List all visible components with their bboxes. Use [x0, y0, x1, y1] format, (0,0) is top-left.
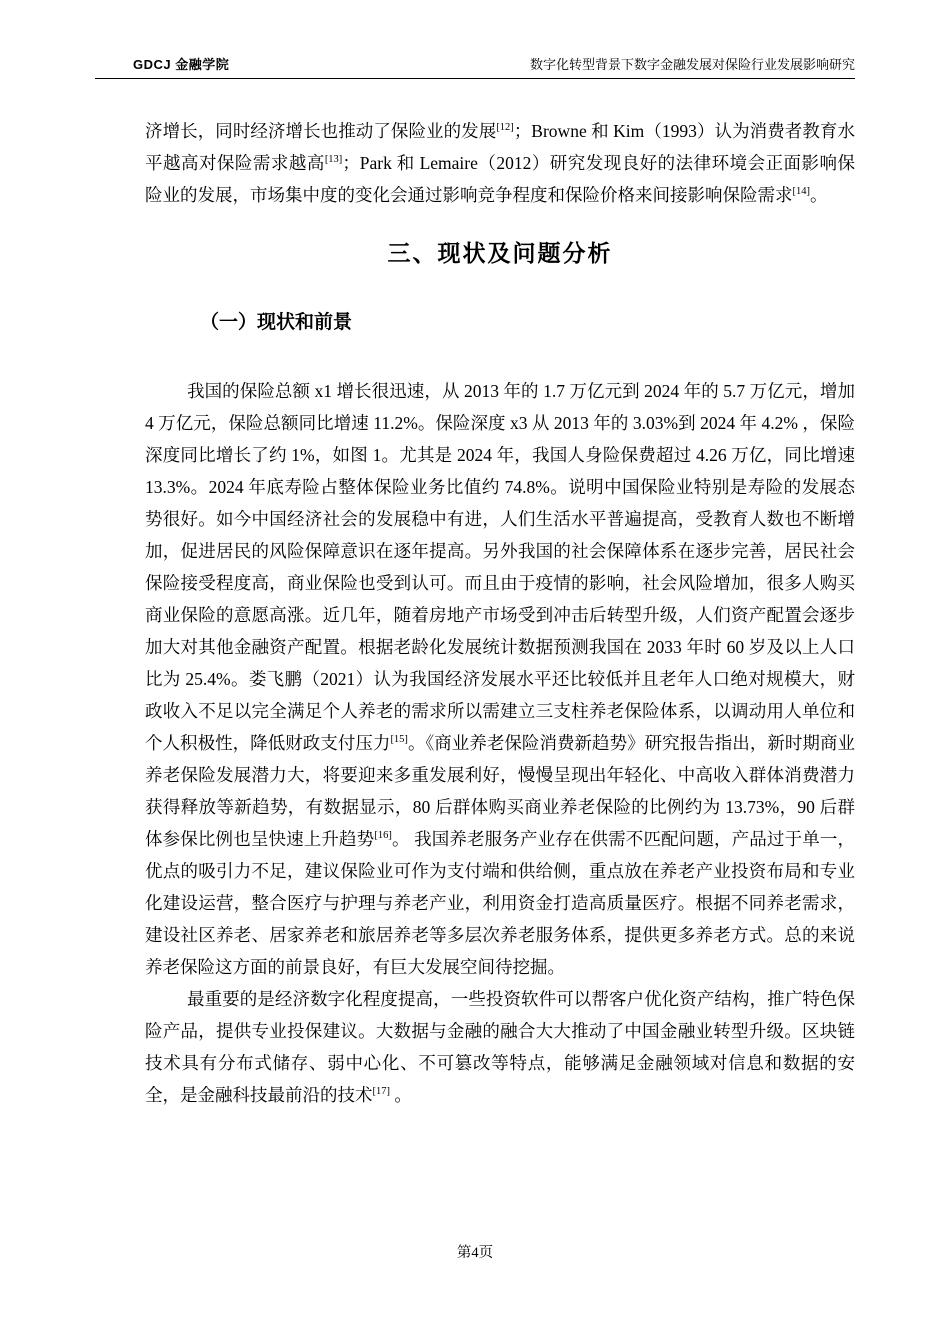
header-institution: GDCJ 金融学院	[133, 57, 230, 72]
citation-reference: [17]	[372, 1086, 390, 1098]
paragraph-insurance-status: 我国的保险总额 x1 增长很迅速，从 2013 年的 1.7 万亿元到 2024 年的 5.7 万亿元，增加 4 万亿元，保险总额同比增速 11.2%。保险深度 x3 从 2013 年的 3.03%到 2024 年 4.2% ，保险深度同比增长了约 1%，如图 1。尤其是 2024 年，我国人身险保费超过 4.26 万亿，同比增速 13.3%。2024 年底寿险占整体保险业务比值约 74.8%。说明中国保险业特别是寿险的发展态势很好。如今中国经济社会的发展稳中有进，人们生活水平普遍提高，受教育人数也不断增加，促进居民的风险保障意识在逐年提高。另外我国的社会保障体系在逐步完善，居民社会保险接受程度高，商业保险也受到认可。而且由于疫情的影响，社会风险增加，很多人购买商业保险的意愿高涨。近几年，随着房地产市场受到冲击后转型升级，人们资产配置会逐步加大对其他金融资产配置。根据老龄化发展统计数据预测我国在 2033 年时 60 岁及以上人口比为 25.4%。娄飞鹏（2021）认为我国经济发展水平还比较低并且老年人口绝对规模大，财政收入不足以完全满足个人养老的需求所以需建立三支柱养老保险体系，以调动用人单位和个人积极性，降低财政支付压力[15]。《商业养老保险消费新趋势》研究报告指出，新时期商业养老保险发展潜力大，将要迎来多重发展利好，慢慢呈现出年轻化、中高收入群体消费潜力获得释放等新趋势，有数据显示，80 后群体购买商业养老保险的比例约为 13.73%，90 后群体参保比例也呈快速上升趋势[16]。 我国养老服务产业存在供需不匹配问题，产品过于单一，优点的吸引力不足，建议保险业可作为支付端和供给侧，重点放在养老产业投资布局和专业化建设运营，整合医疗与护理与养老产业，利用资金打造高质量医疗。根据不同养老需求，建设社区养老、居家养老和旅居养老等多层次养老服务体系，提供更多养老方式。总的来说养老保险这方面的前景良好，有巨大发展空间待挖掘。	[145, 381, 855, 977]
page-header	[95, 56, 855, 79]
section-heading: 三、现状及问题分析	[387, 240, 613, 266]
paragraph-digital-economy: 最重要的是经济数字化程度提高，一些投资软件可以帮客户优化资产结构，推广特色保险产品，提供专业投保建议。大数据与金融的融合大大推动了中国金融业转型升级。区块链技术具有分布式储存、弱中心化、不可篡改等特点，能够满足金融领域对信息和数据的安全，是金融科技最前沿的技术[17] 。	[145, 989, 855, 1105]
subsection-heading: （一）现状和前景	[200, 312, 353, 333]
citation-reference: [15]	[390, 734, 408, 746]
citation-reference: [14]	[792, 186, 810, 198]
citation-reference: [13]	[324, 154, 343, 166]
citation-reference: [16]	[374, 830, 392, 842]
page-number: 第4页	[456, 1245, 494, 1261]
header-document-title: 数字化转型背景下数字金融发展对保险行业发展影响研究	[529, 57, 855, 72]
paragraph-literature-review-continuation: 济增长，同时经济增长也推动了保险业的发展[12]；Browne 和 Kim（1993）认为消费者教育水平越高对保险需求越高[13]；Park 和 Lemaire（2012）研究发现良好的法律环境会正面影响保险业的发展，市场集中度的变化会通过影响竞争程度和保险价格来间接影响保险需求[14]。	[145, 121, 855, 205]
document-body	[145, 115, 855, 1111]
page-footer	[0, 1241, 950, 1262]
citation-reference: [12]	[496, 122, 514, 134]
